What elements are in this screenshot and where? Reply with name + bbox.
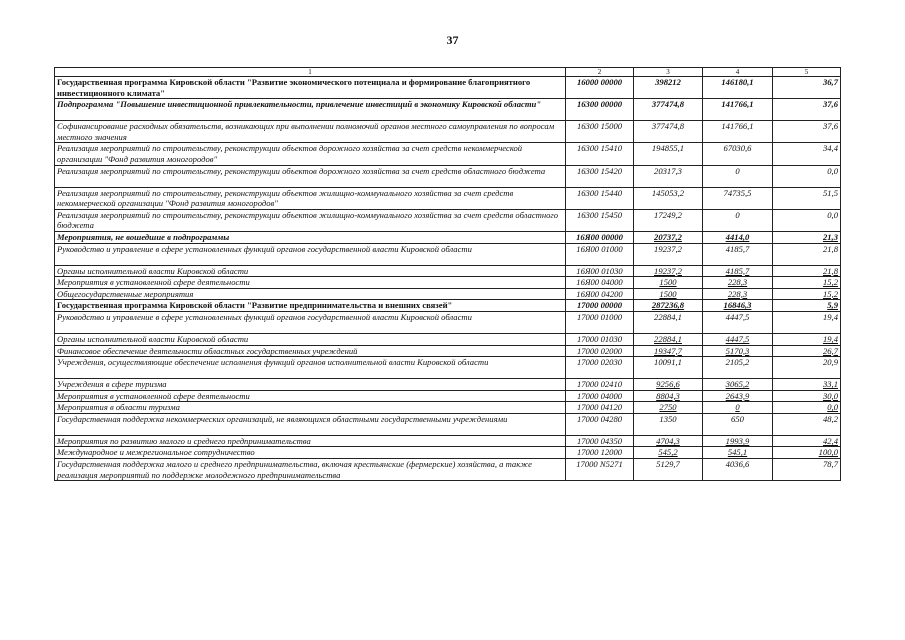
row-planned-cell: 2750	[634, 402, 703, 414]
row-code-cell: 16Я00 01000	[566, 243, 634, 265]
row-planned-cell: 20737,2	[634, 231, 703, 243]
row-name-cell: Мероприятия в установленной сфере деятельности	[55, 390, 566, 402]
row-planned-cell: 19237,2	[634, 243, 703, 265]
row-code-cell: 17000 N5271	[566, 459, 634, 481]
row-percent-cell: 20,9	[773, 357, 841, 379]
row-code-cell: 16300 15440	[566, 187, 634, 209]
row-code-cell: 17000 01030	[566, 333, 634, 345]
row-name-cell: Реализация мероприятий по строительству, реконструкции объектов дорожного хозяйства за счет средств некоммерческой организации "Фонд развития моногородов"	[55, 143, 566, 165]
column-header-3: 3	[634, 68, 703, 77]
row-executed-cell: 0	[703, 402, 773, 414]
row-planned-cell: 20317,3	[634, 165, 703, 187]
row-name-cell: Учреждения в сфере туризма	[55, 379, 566, 391]
row-executed-cell: 0	[703, 209, 773, 231]
row-percent-cell: 48,2	[773, 413, 841, 435]
table-row	[55, 77, 841, 99]
row-percent-cell: 0,0	[773, 209, 841, 231]
row-name-cell: Подпрограмма "Повышение инвестиционной привлекательности, привлечение инвестиций в экономику Кировской области"	[55, 99, 566, 121]
row-percent-cell: 21,8	[773, 243, 841, 265]
row-code-cell: 16300 15000	[566, 121, 634, 143]
row-name-cell: Государственная программа Кировской области "Развитие экономического потенциала и формирование благоприятного инвестиционного климата"	[55, 77, 566, 99]
row-percent-cell: 15,2	[773, 277, 841, 289]
row-percent-cell: 30,0	[773, 390, 841, 402]
table-row	[55, 402, 841, 414]
row-name-cell: Государственная программа Кировской области "Развитие предпринимательства и внешних связей"	[55, 300, 566, 312]
row-code-cell: 17000 04280	[566, 413, 634, 435]
row-code-cell: 17000 02000	[566, 345, 634, 357]
row-name-cell: Государственная поддержка малого и среднего предпринимательства, включая крестьянские (фермерские) хозяйства, а также реализация мероприятий по поддержке молодежного предпринимательства	[55, 459, 566, 481]
table-row	[55, 300, 841, 312]
row-planned-cell: 377474,8	[634, 99, 703, 121]
table-row	[55, 265, 841, 277]
row-percent-cell: 19,4	[773, 311, 841, 333]
row-percent-cell: 36,7	[773, 77, 841, 99]
row-name-cell: Мероприятия в области туризма	[55, 402, 566, 414]
row-percent-cell: 37,6	[773, 121, 841, 143]
row-executed-cell: 4185,7	[703, 265, 773, 277]
row-code-cell: 17000 12000	[566, 447, 634, 459]
row-name-cell: Руководство и управление в сфере установленных функций органов государственной власти Кировской области	[55, 311, 566, 333]
table-row	[55, 209, 841, 231]
row-executed-cell: 5170,3	[703, 345, 773, 357]
table-row	[55, 447, 841, 459]
row-name-cell: Финансовое обеспечение деятельности областных государственных учреждений	[55, 345, 566, 357]
row-name-cell: Реализация мероприятий по строительству, реконструкции объектов дорожного хозяйства за счет средств областного бюджета	[55, 165, 566, 187]
row-percent-cell: 21,8	[773, 265, 841, 277]
row-name-cell: Реализация мероприятий по строительству, реконструкции объектов жилищно-коммунального хозяйства за счет средств некоммерческой организации "Фонд развития моногородов"	[55, 187, 566, 209]
row-name-cell: Международное и межрегиональное сотрудничество	[55, 447, 566, 459]
row-percent-cell: 0,0	[773, 402, 841, 414]
table-row	[55, 288, 841, 300]
table-row	[55, 243, 841, 265]
row-planned-cell: 5129,7	[634, 459, 703, 481]
row-name-cell: Софинансирование расходных обязательств, возникающих при выполнении полномочий органов местного самоуправления по вопросам местного значения	[55, 121, 566, 143]
row-executed-cell: 0	[703, 165, 773, 187]
row-executed-cell: 4036,6	[703, 459, 773, 481]
row-planned-cell: 287236,8	[634, 300, 703, 312]
row-percent-cell: 5,9	[773, 300, 841, 312]
row-executed-cell: 67030,6	[703, 143, 773, 165]
row-code-cell: 17000 04000	[566, 390, 634, 402]
row-executed-cell: 2643,9	[703, 390, 773, 402]
row-percent-cell: 78,7	[773, 459, 841, 481]
row-percent-cell: 15,2	[773, 288, 841, 300]
row-code-cell: 17000 04120	[566, 402, 634, 414]
row-executed-cell: 141766,1	[703, 99, 773, 121]
row-executed-cell: 228,3	[703, 288, 773, 300]
row-name-cell: Мероприятия в установленной сфере деятельности	[55, 277, 566, 289]
row-code-cell: 16300 15410	[566, 143, 634, 165]
row-code-cell: 17000 01000	[566, 311, 634, 333]
table-row	[55, 165, 841, 187]
row-percent-cell: 26,7	[773, 345, 841, 357]
row-percent-cell: 37,6	[773, 99, 841, 121]
row-executed-cell: 74735,5	[703, 187, 773, 209]
row-name-cell: Органы исполнительной власти Кировской области	[55, 333, 566, 345]
row-code-cell: 16Я00 00000	[566, 231, 634, 243]
column-header-4: 4	[703, 68, 773, 77]
table-row	[55, 231, 841, 243]
table-row	[55, 345, 841, 357]
row-executed-cell: 4447,5	[703, 333, 773, 345]
row-percent-cell: 34,4	[773, 143, 841, 165]
row-planned-cell: 19347,7	[634, 345, 703, 357]
row-percent-cell: 0,0	[773, 165, 841, 187]
table-row	[55, 390, 841, 402]
row-executed-cell: 16846,3	[703, 300, 773, 312]
row-planned-cell: 545,2	[634, 447, 703, 459]
row-code-cell: 17000 02410	[566, 379, 634, 391]
table-row	[55, 435, 841, 447]
table-row	[55, 99, 841, 121]
row-planned-cell: 1500	[634, 288, 703, 300]
row-name-cell: Государственная поддержка некоммерческих организаций, не являющихся областными государственными учреждениями	[55, 413, 566, 435]
row-name-cell: Органы исполнительной власти Кировской области	[55, 265, 566, 277]
row-percent-cell: 42,4	[773, 435, 841, 447]
page-number: 37	[446, 33, 459, 47]
row-planned-cell: 17249,2	[634, 209, 703, 231]
row-executed-cell: 4185,7	[703, 243, 773, 265]
row-code-cell: 16300 00000	[566, 99, 634, 121]
table-row	[55, 143, 841, 165]
table-row	[55, 333, 841, 345]
row-executed-cell: 228,3	[703, 277, 773, 289]
column-header-1: 1	[55, 68, 566, 77]
row-code-cell: 16Я00 04200	[566, 288, 634, 300]
row-percent-cell: 33,1	[773, 379, 841, 391]
row-code-cell: 17000 00000	[566, 300, 634, 312]
row-name-cell: Мероприятия, не вошедшие в подпрограммы	[55, 231, 566, 243]
row-executed-cell: 650	[703, 413, 773, 435]
row-planned-cell: 4704,3	[634, 435, 703, 447]
row-code-cell: 16Я00 01030	[566, 265, 634, 277]
row-planned-cell: 22884,1	[634, 333, 703, 345]
row-name-cell: Руководство и управление в сфере установленных функций органов государственной власти Кировской области	[55, 243, 566, 265]
row-executed-cell: 1993,9	[703, 435, 773, 447]
table-row	[55, 413, 841, 435]
table-row	[55, 277, 841, 289]
column-header-5: 5	[773, 68, 841, 77]
row-planned-cell: 377474,8	[634, 121, 703, 143]
row-executed-cell: 3065,2	[703, 379, 773, 391]
row-code-cell: 16Я00 04000	[566, 277, 634, 289]
row-planned-cell: 22884,1	[634, 311, 703, 333]
row-planned-cell: 8804,3	[634, 390, 703, 402]
row-name-cell: Общегосударственные мероприятия	[55, 288, 566, 300]
table-row	[55, 357, 841, 379]
row-name-cell: Реализация мероприятий по строительству, реконструкции объектов жилищно-коммунального хозяйства за счет средств областного бюджета	[55, 209, 566, 231]
table-row	[55, 459, 841, 481]
row-executed-cell: 2105,2	[703, 357, 773, 379]
budget-execution-table	[54, 67, 841, 481]
row-percent-cell: 19,4	[773, 333, 841, 345]
row-code-cell: 17000 02030	[566, 357, 634, 379]
row-planned-cell: 1350	[634, 413, 703, 435]
row-code-cell: 17000 04350	[566, 435, 634, 447]
row-percent-cell: 21,3	[773, 231, 841, 243]
row-percent-cell: 100,0	[773, 447, 841, 459]
row-planned-cell: 10091,1	[634, 357, 703, 379]
row-planned-cell: 398212	[634, 77, 703, 99]
row-planned-cell: 145053,2	[634, 187, 703, 209]
row-executed-cell: 545,1	[703, 447, 773, 459]
table-row	[55, 187, 841, 209]
row-code-cell: 16300 15450	[566, 209, 634, 231]
column-header-2: 2	[566, 68, 634, 77]
row-code-cell: 16300 15420	[566, 165, 634, 187]
row-executed-cell: 4414,0	[703, 231, 773, 243]
row-name-cell: Учреждения, осуществляющие обеспечение исполнения функций органов исполнительной власти Кировской области	[55, 357, 566, 379]
row-percent-cell: 51,5	[773, 187, 841, 209]
row-planned-cell: 194855,1	[634, 143, 703, 165]
table-row	[55, 121, 841, 143]
row-executed-cell: 146180,1	[703, 77, 773, 99]
row-executed-cell: 4447,5	[703, 311, 773, 333]
row-planned-cell: 9256,6	[634, 379, 703, 391]
row-executed-cell: 141766,1	[703, 121, 773, 143]
row-planned-cell: 19237,2	[634, 265, 703, 277]
column-number-row	[55, 68, 841, 77]
table-row	[55, 311, 841, 333]
row-code-cell: 16000 00000	[566, 77, 634, 99]
row-planned-cell: 1500	[634, 277, 703, 289]
row-name-cell: Мероприятия по развитию малого и среднего предпринимательства	[55, 435, 566, 447]
table-row	[55, 379, 841, 391]
